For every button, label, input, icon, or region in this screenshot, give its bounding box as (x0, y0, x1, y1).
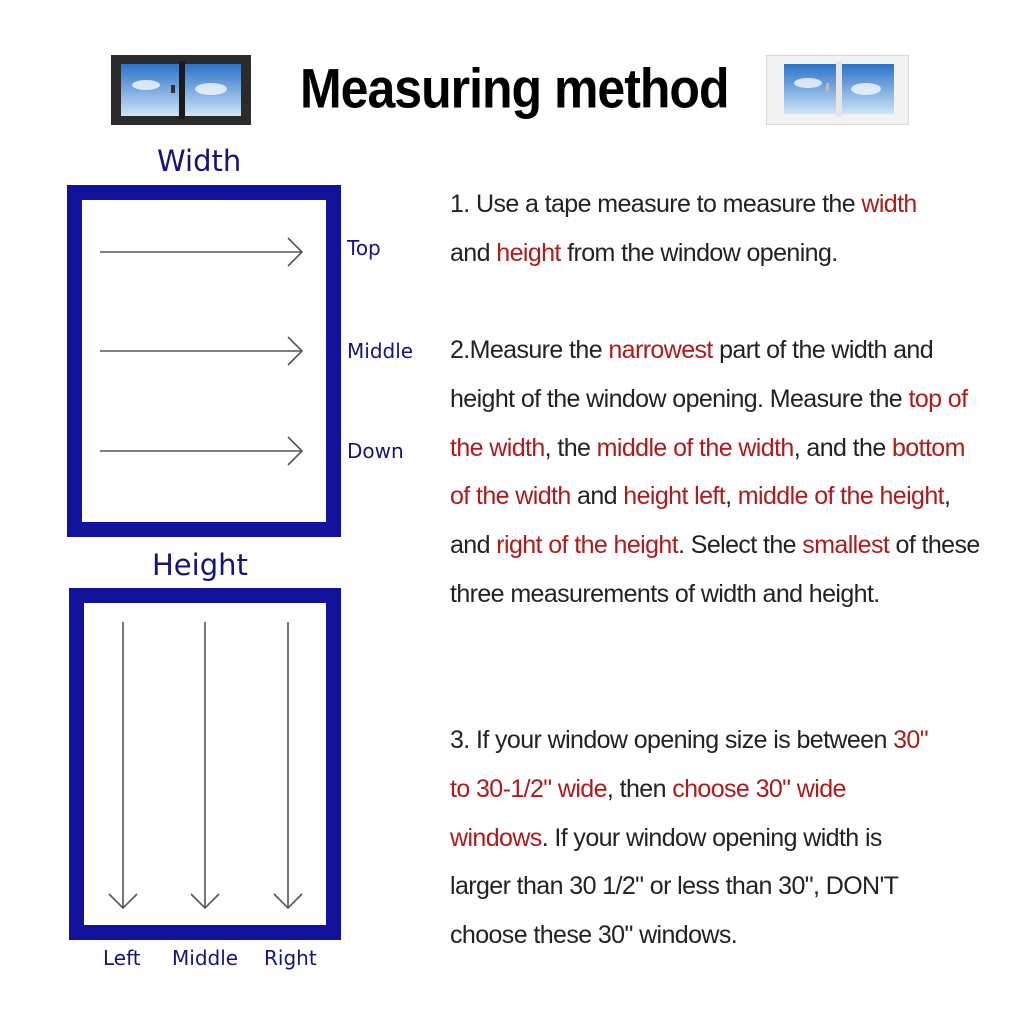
height-label-left: Left (103, 946, 141, 970)
page-title: Measuring method (300, 57, 729, 120)
width-label-down: Down (347, 439, 404, 463)
step2-text-q: of these three measurements of width and height. (450, 531, 980, 608)
step3-highlight-range: 30" to 30-1/2" wide (450, 726, 929, 803)
height-window-frame (69, 588, 341, 940)
step2-text-a: 2.Measure the (450, 336, 609, 364)
step1-text-a: 1. Use a tape measure to measure the (450, 190, 862, 218)
step2-highlight-middle-width: middle of the width (596, 433, 794, 462)
instruction-step-3 (450, 716, 930, 960)
instruction-step-1 (450, 180, 970, 278)
step2-text-i: and (570, 482, 624, 511)
step1-highlight-height: height (496, 238, 561, 267)
step2-highlight-right-height: right of the height (496, 531, 679, 560)
dark-sliding-window-icon (111, 55, 251, 125)
width-label-top: Top (347, 236, 381, 260)
width-diagram-title: Width (157, 144, 242, 178)
step3-text-c: , then (606, 774, 673, 803)
step1-text-c: and (450, 238, 497, 267)
step2-text-g: , and the (793, 433, 892, 462)
step3-text-a: 3. If your window opening size is between (450, 726, 894, 754)
height-label-middle: Middle (172, 946, 239, 970)
instruction-step-2 (450, 326, 990, 619)
step2-highlight-middle-height: middle of the height (737, 482, 944, 511)
step1-text-e: from the window opening. (560, 238, 838, 267)
step2-highlight-height-left: height left (623, 482, 726, 511)
step2-highlight-smallest: smallest (802, 531, 890, 560)
step1-highlight-width: width (861, 190, 917, 218)
step3-highlight-choose: choose 30" wide windows (450, 774, 846, 852)
step2-text-k: , (725, 482, 738, 511)
step2-text-e: , the (544, 433, 597, 462)
width-window-frame (67, 185, 341, 537)
step2-highlight-bottom-width: bottom of the width (450, 433, 965, 511)
height-label-right: Right (264, 946, 317, 970)
step2-text-c: part of the width and height of the window opening. Measure the (450, 336, 934, 413)
white-sliding-window-icon (766, 55, 909, 125)
step2-text-o: . Select the (678, 531, 803, 560)
step2-text-m: , and (450, 482, 951, 560)
step2-highlight-narrowest: narrowest (608, 336, 713, 364)
height-diagram-title: Height (152, 548, 248, 582)
step2-highlight-top-width: top of the width (450, 384, 968, 462)
step3-text-e: . If your window opening width is larger than 30 1/2" or less than 30", DON'T choose these 30" windows. (450, 823, 898, 950)
width-label-middle: Middle (347, 339, 414, 363)
